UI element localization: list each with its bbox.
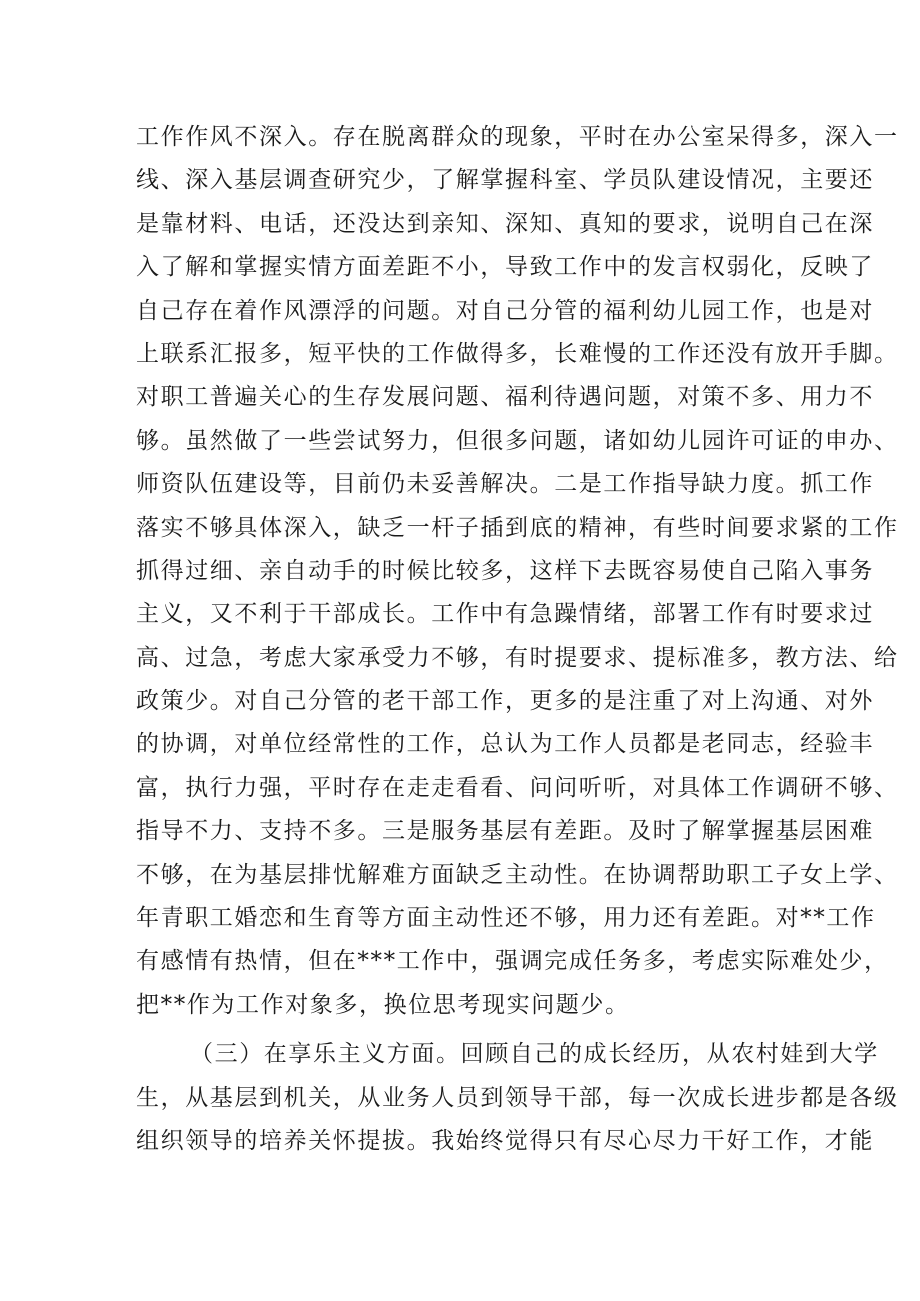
paragraph-1-line: 抓得过细、亲自动手的时候比较多，这样下去既容易使自己陷入事务 (136, 557, 874, 584)
paragraph-1-line: 富，执行力强，平时存在走走看看、问问听听，对具体工作调研不够、 (136, 774, 899, 801)
paragraph-1-line: 自己存在着作风漂浮的问题。对自己分管的福利幼儿园工作，也是对 (136, 297, 874, 324)
paragraph-1-line: 不够，在为基层排忧解难方面缺乏主动性。在协调帮助职工子女上学、 (136, 861, 899, 888)
paragraph-1-line: 的协调，对单位经常性的工作，总认为工作人员都是老同志，经验丰 (136, 731, 874, 758)
paragraph-1-line: 上联系汇报多，短平快的工作做得多，长难慢的工作还没有放开手脚。 (136, 340, 899, 367)
paragraph-2-line: 生，从基层到机关，从业务人员到领导干部，每一次成长进步都是各级 (136, 1084, 899, 1111)
paragraph-1 (136, 116, 899, 1027)
paragraph-1-line: 年青职工婚恋和生育等方面主动性还不够，用力还有差距。对**工作 (136, 905, 876, 932)
paragraph-2-line: （三）在享乐主义方面。回顾自己的成长经历，从农村娃到大学 (190, 1041, 879, 1068)
paragraph-1-line: 工作作风不深入。存在脱离群众的现象，平时在办公室呆得多，深入一 (136, 124, 899, 150)
paragraph-2-line: 组织领导的培养关怀提拔。我始终觉得只有尽心尽力干好工作，才能 (136, 1127, 874, 1154)
paragraph-1-line: 落实不够具体深入，缺乏一杆子插到底的精神，有些时间要求紧的工作 (136, 514, 899, 541)
paragraph-1-line: 政策少。对自己分管的老干部工作，更多的是注重了对上沟通、对外 (136, 688, 874, 715)
paragraph-1-line: 有感情有热情，但在***工作中，强调完成任务多，考虑实际难处少， (136, 948, 889, 975)
paragraph-1-line: 够。虽然做了一些尝试努力，但很多问题，诸如幼儿园许可证的申办、 (136, 427, 899, 454)
paragraph-1-line: 主义，又不利于干部成长。工作中有急躁情绪，部署工作有时要求过 (136, 601, 874, 628)
paragraph-1-line: 线、深入基层调查研究少，了解掌握科室、学员队建设情况，主要还 (136, 167, 874, 194)
paragraph-1-line: 是靠材料、电话，还没达到亲知、深知、真知的要求，说明自己在深 (136, 210, 874, 237)
paragraph-1-line: 高、过急，考虑大家承受力不够，有时提要求、提标准多，教方法、给 (136, 644, 899, 671)
paragraph-1-line: 对职工普遍关心的生存发展问题、福利待遇问题，对策不多、用力不 (136, 384, 874, 411)
paragraph-1-line: 师资队伍建设等，目前仍未妥善解决。二是工作指导缺力度。抓工作 (136, 471, 874, 498)
paragraph-1-line: 指导不力、支持不多。三是服务基层有差距。及时了解掌握基层困难 (136, 818, 874, 845)
paragraph-2 (136, 1033, 899, 1163)
paragraph-1-line: 把**作为工作对象多，换位思考现实问题少。 (136, 991, 630, 1018)
paragraph-1-line: 入了解和掌握实情方面差距不小，导致工作中的发言权弱化，反映了 (136, 254, 874, 281)
document-body (136, 116, 899, 1163)
